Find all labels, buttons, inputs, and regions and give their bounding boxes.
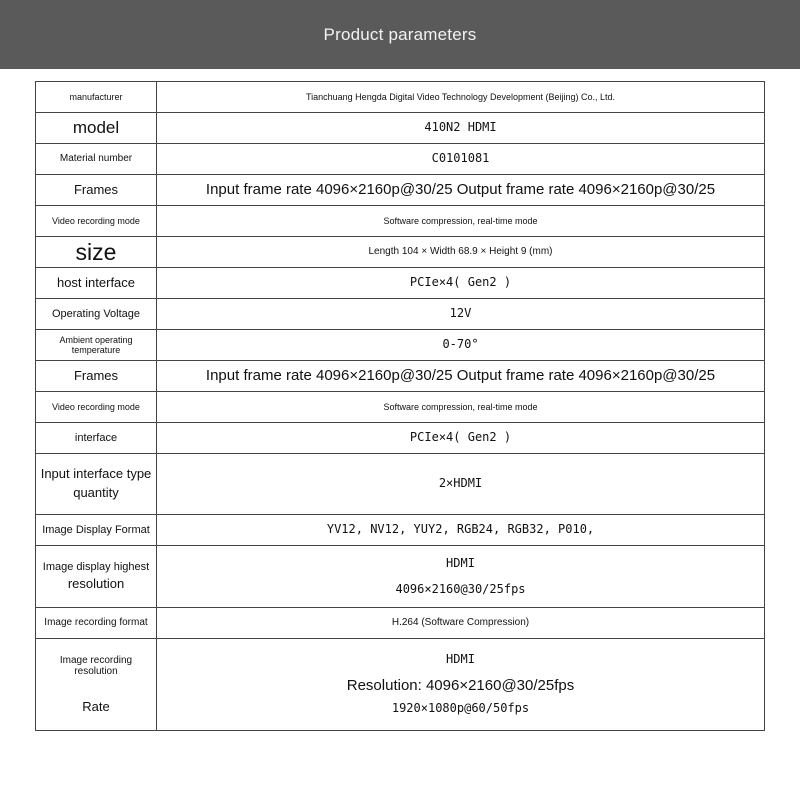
row-value: Length 104 × Width 68.9 × Height 9 (mm) bbox=[157, 237, 765, 268]
row-value: 2×HDMI bbox=[157, 454, 765, 515]
row-label: Material number bbox=[36, 144, 157, 175]
row-label: manufacturer bbox=[36, 82, 157, 113]
table-row bbox=[36, 423, 765, 454]
row-label bbox=[36, 454, 157, 515]
table-row bbox=[36, 546, 765, 608]
row-label: interface bbox=[36, 423, 157, 454]
page-title: Product parameters bbox=[323, 24, 477, 44]
table-row bbox=[36, 82, 765, 113]
table-row bbox=[36, 330, 765, 361]
row-value: PCIe×4( Gen2 ) bbox=[157, 268, 765, 299]
table-row bbox=[36, 361, 765, 392]
row-label: Video recording mode bbox=[36, 392, 157, 423]
row-value bbox=[157, 639, 765, 731]
row-label-line: resolution bbox=[67, 576, 125, 592]
table-row bbox=[36, 237, 765, 268]
row-label: model bbox=[36, 113, 157, 144]
table-row bbox=[36, 299, 765, 330]
row-label: size bbox=[36, 237, 157, 268]
row-label: Operating Voltage bbox=[36, 299, 157, 330]
table-row bbox=[36, 144, 765, 175]
row-label: host interface bbox=[36, 268, 157, 299]
row-value: Tianchuang Hengda Digital Video Technology Development (Beijing) Co., Ltd. bbox=[157, 82, 765, 113]
row-value: PCIe×4( Gen2 ) bbox=[157, 423, 765, 454]
table-row bbox=[36, 268, 765, 299]
row-value-line: Resolution: 4096×2160@30/25fps bbox=[346, 676, 575, 694]
row-value: Input frame rate 4096×2160p@30/25 Output frame rate 4096×2160p@30/25 bbox=[157, 361, 765, 392]
row-label-line: Rate bbox=[82, 698, 110, 714]
row-label-line: Image recording resolution bbox=[59, 654, 133, 678]
row-value-line: HDMI bbox=[446, 555, 475, 570]
row-value: C0101081 bbox=[157, 144, 765, 175]
table-row bbox=[36, 175, 765, 206]
row-value bbox=[157, 546, 765, 608]
row-label: Frames bbox=[36, 175, 157, 206]
row-value: 0-70° bbox=[157, 330, 765, 361]
row-value: 12V bbox=[157, 299, 765, 330]
row-label: Image Display Format bbox=[36, 515, 157, 546]
table-row bbox=[36, 113, 765, 144]
row-label-line: quantity bbox=[73, 485, 119, 500]
table-row bbox=[36, 392, 765, 423]
row-label: Video recording mode bbox=[36, 206, 157, 237]
row-label-line: Input interface type bbox=[40, 466, 152, 482]
row-value-line: HDMI bbox=[446, 652, 475, 667]
row-value: H.264 (Software Compression) bbox=[157, 608, 765, 639]
row-value: Input frame rate 4096×2160p@30/25 Output frame rate 4096×2160p@30/25 bbox=[157, 175, 765, 206]
table-row bbox=[36, 608, 765, 639]
row-value: YV12, NV12, YUY2, RGB24, RGB32, P010, bbox=[157, 515, 765, 546]
row-value-line: 4096×2160@30/25fps bbox=[395, 581, 526, 596]
row-value: Software compression, real-time mode bbox=[157, 206, 765, 237]
row-label: Frames bbox=[36, 361, 157, 392]
row-label-line: Image display highest bbox=[42, 560, 150, 573]
table-row bbox=[36, 206, 765, 237]
row-label bbox=[36, 546, 157, 608]
table-row bbox=[36, 515, 765, 546]
table-row bbox=[36, 639, 765, 731]
row-value: 410N2 HDMI bbox=[157, 113, 765, 144]
row-label bbox=[36, 639, 157, 731]
row-label: Image recording format bbox=[36, 608, 157, 639]
row-value: Software compression, real-time mode bbox=[157, 392, 765, 423]
parameters-table bbox=[35, 81, 765, 731]
row-label: Ambient operating temperature bbox=[36, 330, 157, 361]
page-header bbox=[0, 0, 800, 69]
row-value-line: 1920×1080p@60/50fps bbox=[391, 701, 530, 716]
table-row bbox=[36, 454, 765, 515]
